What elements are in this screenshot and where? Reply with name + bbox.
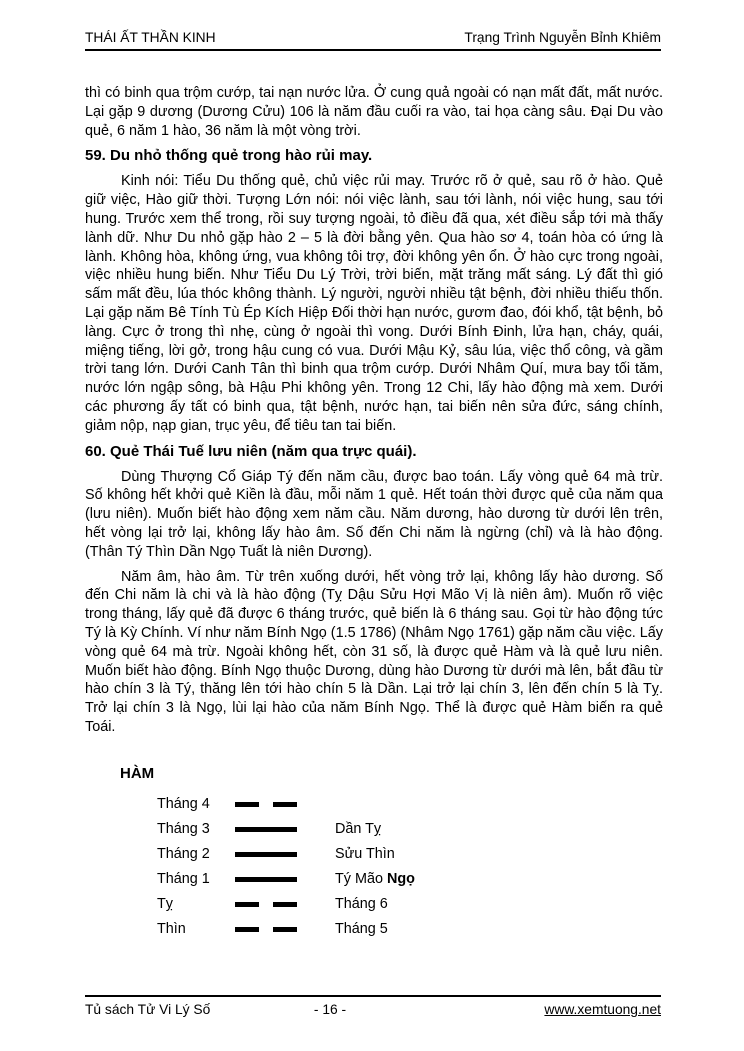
paragraph: Kinh nói: Tiểu Du thống quẻ, chủ việc rủi may. Trước rõ ở quẻ, sau rõ ở hào. Quẻ giữ việc, Hào giữ thời. Tượng Lớn nói: nói việc lành, sau tới lành, nói việc hung, sau tới hung. Trước xem thể trong, rồi suy tượng ngoài, tỏ điều đã qua, xét điều sắp tới mà thấy lành dữ. Như Du nhỏ gặp hào 2 – 5 là đời bằng yên. Qua hào sơ 4, toán hòa có ứng là lành. Không hòa, không ứng, vua không tôi trợ, đời không yên ổn. Ở hào cực trong ngoài, việc nhiều hung biến. Như Tiểu Du Lý Trời, trời biến, mặt trăng mất sáng. Lý đất thì gió sấm mất đều, lúa thóc không thành. Lý người, người nhiều tật bệnh, đời nhiều thiếu thốn. Lại gặp năm Bê Tính Tù Ép Kích Hiệp Đối thời hạn nước, gươm đao, đói khổ, tật bệnh, bỏ làng. Cực ở trong thì nhẹ, cùng ở ngoài thì vong. Dưới Bính Đinh, lửa hạn, cháy, quái, miệng tiếng, lời gở, trong hậu cung có vua. Dưới Mậu Kỷ, sâu lúa, việc thổ công, và gầm trời tang lớn. Dưới Canh Tân thì binh qua trộm cướp. Dưới Nhâm Quí, mưa bay tối tăm, nước lớn ngập sông, bà Hậu Phi không yên. Trong 12 Chi, lấy hào động mà xem. Dưới các phương ấy tất có binh qua, tật bệnh, nước hạn, tai biến nên sửa đức, sáng chính, giảm nộp, nạp gian, trục yêu, để tiêu tan tai biến. (85, 173, 663, 434)
hexagram-row-right-text: Dần Tỵ (335, 820, 382, 837)
hexagram-row (157, 867, 663, 892)
yao-line-icon (235, 877, 297, 882)
hexagram-title: HÀM (120, 764, 155, 782)
header-book-title: THÁI ẤT THẦN KINH (85, 30, 216, 45)
header-author: Trạng Trình Nguyễn Bỉnh Khiêm (464, 30, 661, 45)
yao-line-icon (235, 902, 297, 907)
yao-line-icon (235, 927, 297, 932)
footer-series-title: Tủ sách Tử Vi Lý Số (85, 1002, 211, 1017)
hexagram-row (157, 792, 663, 817)
yao-line-icon (235, 827, 297, 832)
hexagram-row (157, 917, 663, 942)
hexagram-row-left-label: Tháng 3 (157, 820, 210, 837)
hexagram-row (157, 892, 663, 917)
hexagram-diagram (85, 765, 663, 942)
yao-line-icon (235, 802, 297, 807)
hexagram-row-right-text: Sửu Thìn (335, 845, 395, 862)
hexagram-row (157, 842, 663, 867)
hexagram-row-right-label (335, 845, 395, 864)
page-header (85, 30, 661, 51)
hexagram-row-left-label: Tỵ (157, 895, 173, 912)
paragraph: Dùng Thượng Cổ Giáp Tý đến năm cầu, được bao toán. Lấy vòng quẻ 64 mà trừ. Số không hết khởi quẻ Kiền là đầu, mỗi năm 1 quẻ. Hết toán thời được quẻ của năm qua (lưu niên). Muốn biết hào động xem năm cầu. Năm dương, hào dương từ dưới lên trên, hết vòng lại trở lại, không lấy hào âm. Số đến Chi năm là ngừng (chỉ) và là hào động. (Thân Tý Thìn Dần Ngọ Tuất là niên Dương). (85, 468, 663, 560)
section-heading-60: 60. Quẻ Thái Tuế lưu niên (năm qua trực quái). (85, 442, 417, 460)
hexagram-row-right-label (335, 870, 415, 889)
hexagram-row-right-bold-text: Ngọ (386, 870, 415, 887)
hexagram-row-right-label (335, 920, 388, 939)
hexagram-row-right-text: Tháng 5 (335, 920, 388, 937)
section-heading-59: 59. Du nhỏ thống quẻ trong hào rủi may. (85, 147, 373, 165)
page-number: - 16 - (313, 1002, 347, 1017)
page-footer (85, 995, 661, 1017)
hexagram-row-left-label: Tháng 4 (157, 795, 210, 812)
paragraph: Năm âm, hào âm. Từ trên xuống dưới, hết vòng trở lại, không lấy hào dương. Số đến Chi năm là chi và là hào động (Tỵ Dậu Sửu Hợi Mão Vị là niên âm). Muốn rõ việc trong tháng, lấy quẻ đã được 6 tháng trước, quẻ biến là 6 tháng sau. Gọi từ hào động tức Tý là Kỳ Chính. Ví như năm Bính Ngọ (1.5 1786) (Nhâm Ngọ 1761) gặp năm cầu việc. Lấy vòng quẻ 64 mà trừ. Ngoài không hết, còn 31 số, là được quẻ Hàm và là quẻ lưu niên. Muốn biết hào động. Bính Ngọ thuộc Dương, dùng hào Dương từ dưới mà lên, bắt đầu từ hào chín 3 là Tý, thăng lên tới hào chín 5 là Dần. Lại trở lại chín 3, lên đến chín 5 là Tỵ. Trở lại chín 3 là Ngọ, lùi lại hào của năm Bính Ngọ. Thể là được quẻ Hàm biến ra quẻ Toái. (85, 568, 663, 735)
paragraph: thì có binh qua trộm cướp, tai nạn nước lửa. Ở cung quả ngoài có nạn mất đất, mất nước. Lại gặp 9 dương (Dương Cửu) 106 là năm đầu cuối ra vào, tai họa càng sâu. Đại Du vào quẻ, 6 năm 1 hào, 36 năm là một vòng trời. (85, 85, 663, 139)
hexagram-row-right-text: Tý Mão (335, 870, 383, 887)
hexagram-row-right-label (335, 820, 381, 839)
hexagram-row (157, 817, 663, 842)
hexagram-row-right-label (335, 895, 388, 914)
hexagram-row-right-text: Tháng 6 (335, 895, 388, 912)
page-content (85, 84, 663, 942)
hexagram-row-left-label: Tháng 1 (157, 870, 210, 887)
footer-website-link[interactable]: www.xemtuong.net (544, 1002, 661, 1017)
yao-line-icon (235, 852, 297, 857)
hexagram-row-left-label: Tháng 2 (157, 845, 210, 862)
hexagram-row-left-label: Thìn (157, 920, 186, 937)
